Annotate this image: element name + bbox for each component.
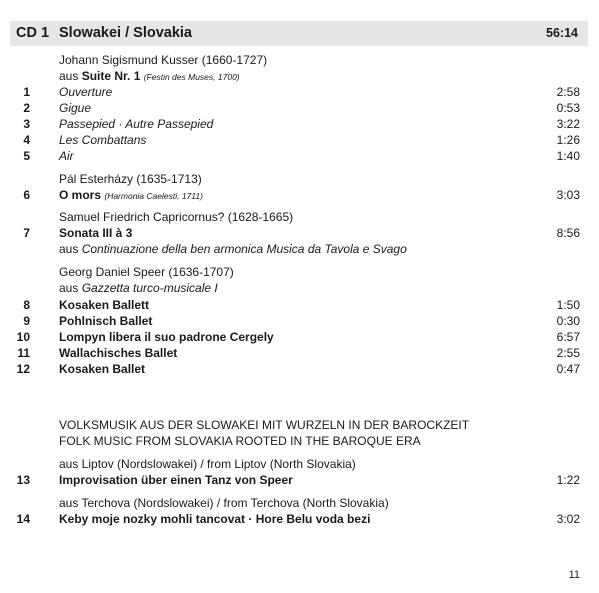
- work-source: (Harmonia Caelesti, 1711): [104, 191, 203, 201]
- track-title: Gigue: [59, 101, 92, 115]
- track-title: Les Combattans: [59, 133, 147, 147]
- track-number: 2: [23, 101, 30, 115]
- track-number: 4: [23, 133, 30, 147]
- track-title: Sonata III à 3: [59, 226, 133, 240]
- source-work: Gazzetta turco-musicale I: [81, 281, 218, 295]
- origin-liptov: aus Liptov (Nordslowakei) / from Liptov (North Slovakia): [59, 457, 356, 471]
- track-title: Wallachisches Ballet: [59, 346, 178, 360]
- track-title-line: [59, 188, 203, 204]
- work-title: Suite Nr. 1: [81, 69, 141, 83]
- track-number: 7: [23, 226, 30, 240]
- track-time: 0:47: [556, 362, 580, 376]
- source-line-speer: [59, 281, 218, 296]
- track-time: 3:02: [556, 512, 580, 526]
- work-line-kusser: [59, 69, 240, 85]
- work-source: (Festin des Muses, 1700): [143, 72, 240, 82]
- track-title: Kosaken Ballet: [59, 362, 146, 376]
- track-time: 0:53: [556, 101, 580, 115]
- track-time: 8:56: [556, 226, 580, 240]
- track-time: 1:26: [556, 133, 580, 147]
- composer-kusser: Johann Sigismund Kusser (1660-1727): [59, 53, 268, 67]
- track-title: Keby moje nozky mohli tancovat · Hore Belu voda bezi: [59, 512, 371, 526]
- track-time: 3:03: [556, 188, 580, 202]
- track-time: 1:40: [556, 149, 580, 163]
- track-time: 2:58: [556, 85, 580, 99]
- track-title: Lompyn libera il suo padrone Cergely: [59, 330, 274, 344]
- track-title: Improvisation über einen Tanz von Speer: [59, 473, 293, 487]
- from-prefix: aus: [59, 281, 82, 295]
- cd-duration: 56:14: [546, 26, 578, 40]
- track-number: 6: [23, 188, 30, 202]
- track-number: 13: [16, 473, 30, 487]
- track-time: 1:50: [556, 298, 580, 312]
- track-title: O mors: [59, 188, 102, 202]
- track-time: 3:22: [556, 117, 580, 131]
- composer-speer: Georg Daniel Speer (1636-1707): [59, 265, 234, 279]
- composer-esterhazy: Pál Esterházy (1635-1713): [59, 172, 202, 186]
- track-time: 0:30: [556, 314, 580, 328]
- track-number: 9: [23, 314, 30, 328]
- track-number: 1: [23, 85, 30, 99]
- origin-terchova: aus Terchova (Nordslowakei) / from Terchova (North Slovakia): [59, 496, 389, 510]
- cd-header-bar: [10, 21, 588, 46]
- folk-heading-de: VOLKSMUSIK AUS DER SLOWAKEI MIT WURZELN IN DER BAROCKZEIT: [59, 418, 470, 432]
- track-time: 6:57: [556, 330, 580, 344]
- track-time: 2:55: [556, 346, 580, 360]
- track-number: 11: [17, 346, 30, 360]
- track-number: 14: [16, 512, 30, 526]
- track-title: Ouverture: [59, 85, 113, 99]
- track-number: 5: [23, 149, 30, 163]
- cd-title: Slowakei / Slovakia: [59, 25, 192, 41]
- track-title: Pohlnisch Ballet: [59, 314, 153, 328]
- folk-heading-en: FOLK MUSIC FROM SLOVAKIA ROOTED IN THE BAROQUE ERA: [59, 434, 421, 448]
- source-work: Continuazione della ben armonica Musica da Tavola e Svago: [81, 242, 407, 256]
- cd-number: CD 1: [16, 25, 50, 41]
- track-title: Kosaken Ballett: [59, 298, 150, 312]
- track-title: Passepied · Autre Passepied: [59, 117, 214, 131]
- page-number: 11: [568, 569, 580, 581]
- track-number: 8: [23, 298, 30, 312]
- track-number: 12: [16, 362, 30, 376]
- track-title: Air: [59, 149, 74, 163]
- source-line-capricornus: [59, 242, 407, 257]
- track-number: 10: [16, 330, 30, 344]
- from-prefix: aus: [59, 69, 82, 83]
- track-number: 3: [23, 117, 30, 131]
- from-prefix: aus: [59, 242, 82, 256]
- track-time: 1:22: [556, 473, 580, 487]
- composer-capricornus: Samuel Friedrich Capricornus? (1628-1665): [59, 210, 294, 224]
